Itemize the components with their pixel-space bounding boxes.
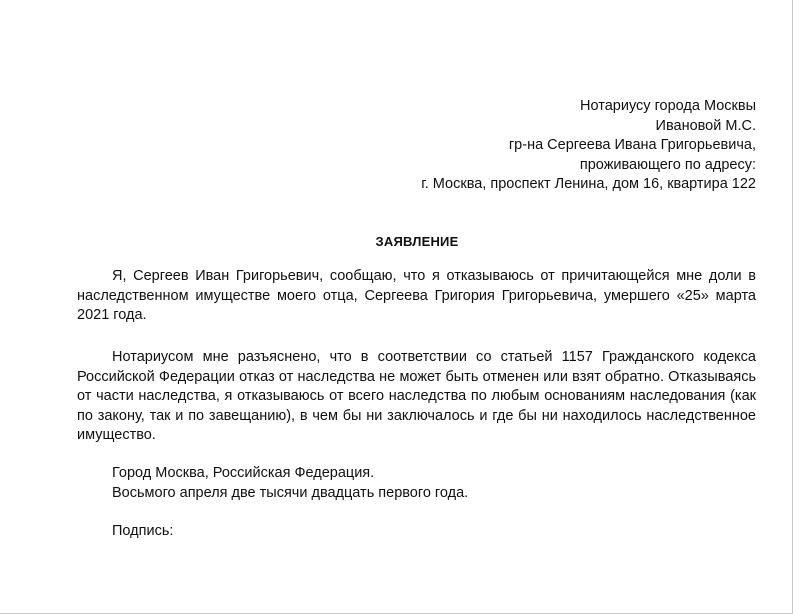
paragraph-explanation: Нотариусом мне разъяснено, что в соответствии со статьей 1157 Гражданского кодекса Российской Федерации отказ от наследства не может быть отменен или взят обратно. Отказываясь от части наследства, я отказываюсь от всего наследства по любым основаниям наследования (как по закону, так и по завещанию), в чем бы ни заключалось и где бы ни находилось наследственное имущество.: [77, 349, 756, 443]
paragraph-refusal: Я, Сергеев Иван Григорьевич, сообщаю, что я отказываюсь от причитающейся мне доли в наследственном имуществе моего отца, Сергеева Григория Григорьевича, умершего «25» марта 2021 года.: [77, 268, 756, 323]
applicant-address: г. Москва, проспект Ленина, дом 16, квартира 122: [421, 176, 756, 192]
closing-place: Город Москва, Российская Федерация.: [112, 465, 375, 481]
signature-label: Подпись:: [112, 523, 174, 539]
addressee-notary: Нотариусу города Москвы: [580, 98, 756, 114]
applicant-address-label: проживающего по адресу:: [579, 156, 756, 173]
applicant-name: гр-на Сергеева Ивана Григорьевича,: [508, 137, 756, 153]
closing-block: [112, 464, 468, 503]
addressee-block: [421, 97, 756, 195]
addressee-notary-name: Ивановой М.С.: [655, 117, 756, 134]
document-title: ЗАЯВЛЕНИЕ: [375, 234, 459, 249]
closing-date: Восьмого апреля две тысячи двадцать первого года.: [112, 484, 469, 501]
